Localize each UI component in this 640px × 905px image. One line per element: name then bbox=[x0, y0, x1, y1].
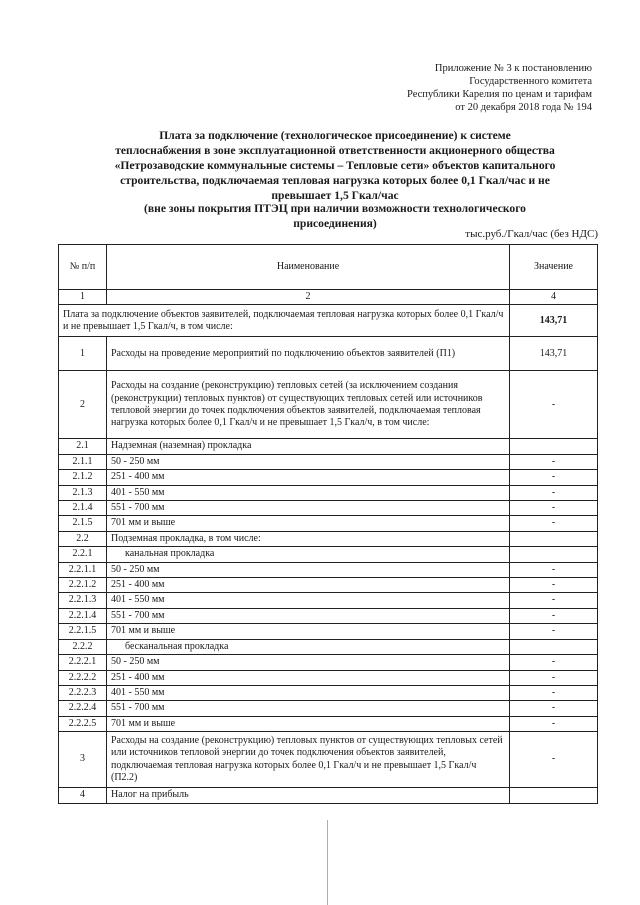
row-number: 2.2.1.2 bbox=[59, 578, 107, 593]
row-value bbox=[510, 788, 598, 803]
title-line: строительства, подключаемая тепловая нагрузка которых более 0,1 Гкал/час и не bbox=[120, 174, 550, 187]
row-name: 401 - 550 мм bbox=[107, 485, 510, 500]
table-row bbox=[59, 716, 598, 731]
table-row bbox=[59, 639, 598, 654]
column-number-row bbox=[59, 290, 598, 305]
table-row bbox=[59, 732, 598, 788]
row-number: 2.2.2.3 bbox=[59, 685, 107, 700]
table-row bbox=[59, 371, 598, 439]
row-number: 2.2.2 bbox=[59, 639, 107, 654]
appendix-line: Приложение № 3 к постановлению bbox=[434, 63, 592, 74]
row-number: 2.2.2.5 bbox=[59, 716, 107, 731]
title-line: превышает 1,5 Гкал/час bbox=[271, 189, 399, 202]
row-number: 3 bbox=[59, 732, 107, 788]
scan-artifact-line bbox=[327, 820, 328, 905]
row-number: 2.2.2.1 bbox=[59, 655, 107, 670]
row-number: 2.1.5 bbox=[59, 516, 107, 531]
row-name: 701 мм и выше bbox=[107, 624, 510, 639]
table-row bbox=[59, 501, 598, 516]
row-value: - bbox=[510, 516, 598, 531]
table-header-row bbox=[59, 245, 598, 290]
row-name: Надземная (наземная) прокладка bbox=[107, 439, 510, 454]
col-number: 4 bbox=[510, 290, 598, 305]
row-name: Налог на прибыль bbox=[107, 788, 510, 803]
units-label: тыс.руб./Гкал/час (без НДС) bbox=[465, 228, 598, 240]
subtitle-line: (вне зоны покрытия ПТЭЦ при наличии возможности технологического bbox=[144, 202, 526, 215]
row-value: - bbox=[510, 732, 598, 788]
row-name: Расходы на создание (реконструкцию) тепловых сетей (за исключением создания (реконструкции) тепловых пунктов) от существующих тепловых сетей или источников тепловой энергии до точек подключения объектов заявителей, подключаемая тепловая нагрузка которых более 0,1 Гкал/ч и не превышает 1,5 Гкал/ч, в том числе: bbox=[107, 371, 510, 439]
row-name: 50 - 250 мм bbox=[107, 655, 510, 670]
row-number: 2.1.3 bbox=[59, 485, 107, 500]
table-row bbox=[59, 531, 598, 546]
row-name: 551 - 700 мм bbox=[107, 608, 510, 623]
row-value: - bbox=[510, 701, 598, 716]
row-name: 50 - 250 мм bbox=[107, 562, 510, 577]
row-name: 251 - 400 мм bbox=[107, 578, 510, 593]
row-value: - bbox=[510, 562, 598, 577]
row-number: 2.2.1.5 bbox=[59, 624, 107, 639]
table-row bbox=[59, 670, 598, 685]
row-value: - bbox=[510, 655, 598, 670]
row-value bbox=[510, 531, 598, 546]
table-row bbox=[59, 439, 598, 454]
row-number: 2.2.2.2 bbox=[59, 670, 107, 685]
title-line: «Петрозаводские коммунальные системы – Тепловые сети» объектов капитального bbox=[114, 159, 556, 172]
document-subtitle bbox=[70, 201, 600, 231]
row-value bbox=[510, 547, 598, 562]
appendix-note bbox=[332, 62, 592, 114]
table-row bbox=[59, 788, 598, 803]
row-value bbox=[510, 439, 598, 454]
header-name: Наименование bbox=[107, 245, 510, 290]
row-name: 551 - 700 мм bbox=[107, 501, 510, 516]
table-row bbox=[59, 562, 598, 577]
row-number: 2.1 bbox=[59, 439, 107, 454]
row-number: 2 bbox=[59, 371, 107, 439]
row-name: 50 - 250 мм bbox=[107, 454, 510, 469]
subtitle-line: присоединения) bbox=[293, 217, 377, 230]
row-name: 551 - 700 мм bbox=[107, 701, 510, 716]
table-row bbox=[59, 655, 598, 670]
table-row bbox=[59, 454, 598, 469]
row-name: 251 - 400 мм bbox=[107, 470, 510, 485]
appendix-line: от 20 декабря 2018 года № 194 bbox=[455, 102, 592, 113]
row-value: - bbox=[510, 470, 598, 485]
total-row-value: 143,71 bbox=[510, 305, 598, 337]
row-number: 2.2.1.3 bbox=[59, 593, 107, 608]
row-number: 2.1.4 bbox=[59, 501, 107, 516]
header-value: Значение bbox=[510, 245, 598, 290]
table-row bbox=[59, 578, 598, 593]
row-name: канальная прокладка bbox=[107, 547, 510, 562]
document-title bbox=[70, 128, 600, 203]
row-name: 701 мм и выше bbox=[107, 716, 510, 731]
table-row bbox=[59, 701, 598, 716]
table-row bbox=[59, 337, 598, 371]
row-value: - bbox=[510, 454, 598, 469]
row-value: - bbox=[510, 593, 598, 608]
appendix-line: Республики Карелия по ценам и тарифам bbox=[407, 89, 592, 100]
row-name: 401 - 550 мм bbox=[107, 593, 510, 608]
row-value: 143,71 bbox=[510, 337, 598, 371]
tariff-table bbox=[58, 244, 598, 804]
row-value: - bbox=[510, 578, 598, 593]
row-number: 2.2.1.1 bbox=[59, 562, 107, 577]
total-row bbox=[59, 305, 598, 337]
row-number: 2.2.1 bbox=[59, 547, 107, 562]
table-row bbox=[59, 516, 598, 531]
total-row-text: Плата за подключение объектов заявителей, подключаемая тепловая нагрузка которых более 0,1 Гкал/ч и не превышает 1,5 Гкал/ч, в том числе: bbox=[59, 305, 510, 337]
row-value: - bbox=[510, 608, 598, 623]
row-value: - bbox=[510, 371, 598, 439]
table-row bbox=[59, 547, 598, 562]
header-number: № п/п bbox=[59, 245, 107, 290]
row-name: Расходы на создание (реконструкцию) тепловых пунктов от существующих тепловых сетей или источников тепловой энергии до точек подключения объектов заявителей, подключаемая тепловая нагрузка которых более 0,1 Гкал/ч и не превышает 1,5 Гкал/ч (П2.2) bbox=[107, 732, 510, 788]
row-value: - bbox=[510, 485, 598, 500]
row-number: 2.2.2.4 bbox=[59, 701, 107, 716]
title-line: теплоснабжения в зоне эксплуатационной ответственности акционерного общества bbox=[115, 144, 555, 157]
row-name: 401 - 550 мм bbox=[107, 685, 510, 700]
row-name: 251 - 400 мм bbox=[107, 670, 510, 685]
title-line: Плата за подключение (технологическое присоединение) к системе bbox=[159, 129, 511, 142]
row-value: - bbox=[510, 501, 598, 516]
appendix-line: Государственного комитета bbox=[469, 76, 592, 87]
table-row bbox=[59, 624, 598, 639]
row-name: Расходы на проведение мероприятий по подключению объектов заявителей (П1) bbox=[107, 337, 510, 371]
row-number: 4 bbox=[59, 788, 107, 803]
row-value: - bbox=[510, 670, 598, 685]
row-number: 2.1.1 bbox=[59, 454, 107, 469]
row-value: - bbox=[510, 624, 598, 639]
row-name: Подземная прокладка, в том числе: bbox=[107, 531, 510, 546]
table-row bbox=[59, 470, 598, 485]
row-name: бесканальная прокладка bbox=[107, 639, 510, 654]
row-value bbox=[510, 639, 598, 654]
row-number: 2.2.1.4 bbox=[59, 608, 107, 623]
row-number: 2.2 bbox=[59, 531, 107, 546]
col-number: 2 bbox=[107, 290, 510, 305]
table-row bbox=[59, 685, 598, 700]
row-name: 701 мм и выше bbox=[107, 516, 510, 531]
table-row bbox=[59, 608, 598, 623]
row-number: 1 bbox=[59, 337, 107, 371]
row-value: - bbox=[510, 716, 598, 731]
row-number: 2.1.2 bbox=[59, 470, 107, 485]
table-row bbox=[59, 593, 598, 608]
row-value: - bbox=[510, 685, 598, 700]
table-row bbox=[59, 485, 598, 500]
col-number: 1 bbox=[59, 290, 107, 305]
